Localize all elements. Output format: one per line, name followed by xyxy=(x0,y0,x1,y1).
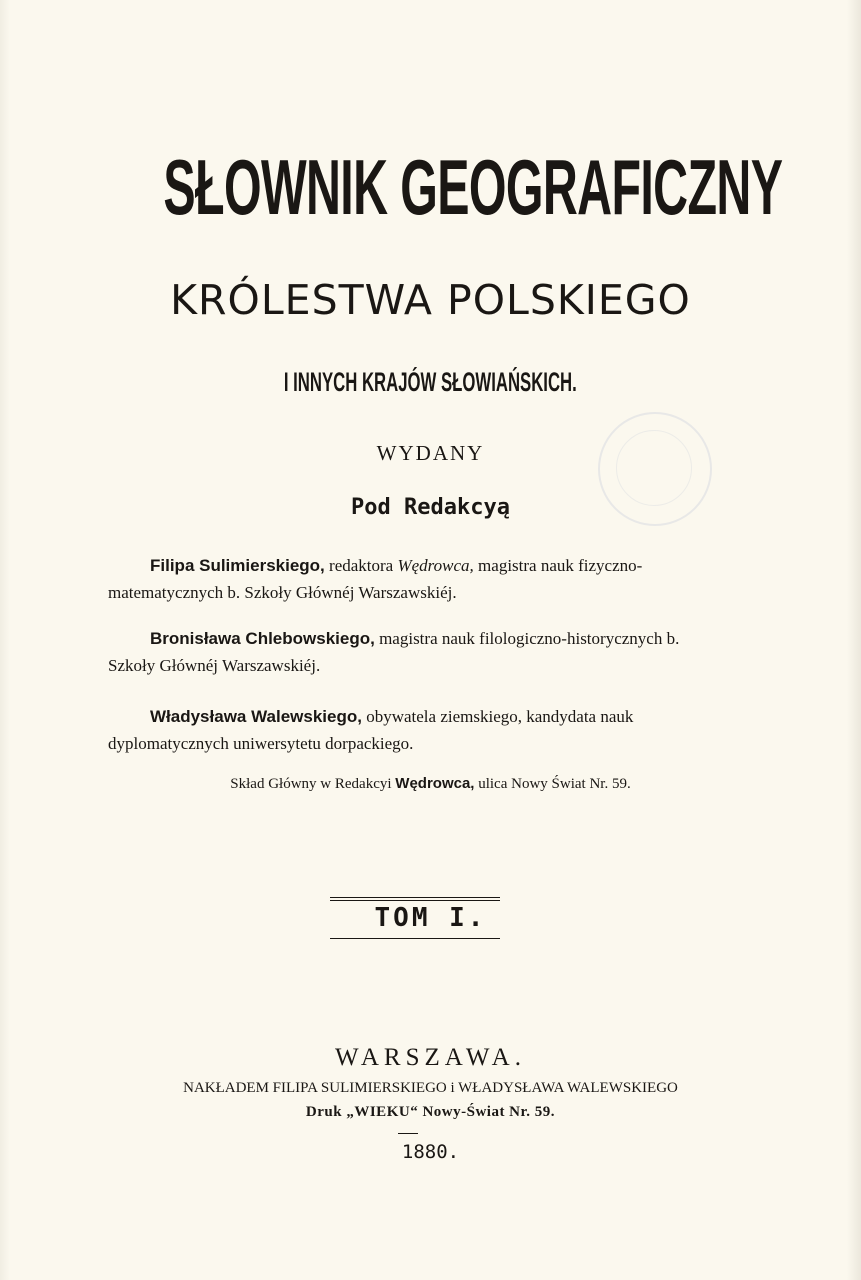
editor-entry xyxy=(108,625,718,679)
editor-description: redaktora xyxy=(324,556,398,575)
editor-entry xyxy=(108,552,718,606)
volume-rule-top-thin xyxy=(330,900,500,901)
editor-entry xyxy=(108,703,718,757)
volume-rule-top xyxy=(330,897,500,898)
subtitle: KRÓLESTWA POLSKIEGO xyxy=(170,276,691,324)
editor-name: Władysława Walewskiego, xyxy=(150,707,362,726)
editor-description: magistra nauk filologiczno-historycznych b. Szkoły Głównéj Warszawskiéj. xyxy=(108,629,680,675)
under-editorship-label: Pod Redakcyą xyxy=(351,495,510,520)
subtitle-second: I INNYCH KRAJÓW SŁOWIAŃSKICH. xyxy=(283,367,577,397)
issued-label: WYDANY xyxy=(376,441,485,465)
depot-journal: Wędrowca, xyxy=(395,775,475,792)
depot-text: Skład Główny w Redakcyi xyxy=(230,776,396,792)
depot-line xyxy=(0,776,861,792)
library-stamp-inner xyxy=(616,430,692,506)
publisher-line: NAKŁADEM FILIPA SULIMIERSKIEGO i WŁADYSŁAWA WALEWSKIEGO xyxy=(183,1080,678,1096)
editor-description: magistra nauk fizyczno-matematycznych b. Szkoły Głównéj Warszawskiéj. xyxy=(108,556,643,602)
depot-address: ulica Nowy Świat Nr. 59. xyxy=(474,776,631,792)
editor-name: Bronisława Chlebowskiego, xyxy=(150,629,375,648)
volume-rule-bottom xyxy=(330,938,500,939)
publication-year: 1880. xyxy=(401,1141,460,1163)
city: WARSZAWA. xyxy=(335,1044,526,1071)
editor-name: Filipa Sulimierskiego, xyxy=(150,556,325,575)
printer-line: Druk „WIEKU“ Nowy-Świat Nr. 59. xyxy=(305,1104,556,1120)
year-rule xyxy=(398,1133,418,1134)
volume-label: TOM I. xyxy=(374,903,487,933)
editor-description: obywatela ziemskiego, kandydata nauk dyplomatycznych uniwersytetu dorpackiego. xyxy=(108,707,634,753)
main-title: SŁOWNIK GEOGRAFICZNY xyxy=(163,143,783,231)
journal-title: Wędrowca, xyxy=(397,556,474,575)
